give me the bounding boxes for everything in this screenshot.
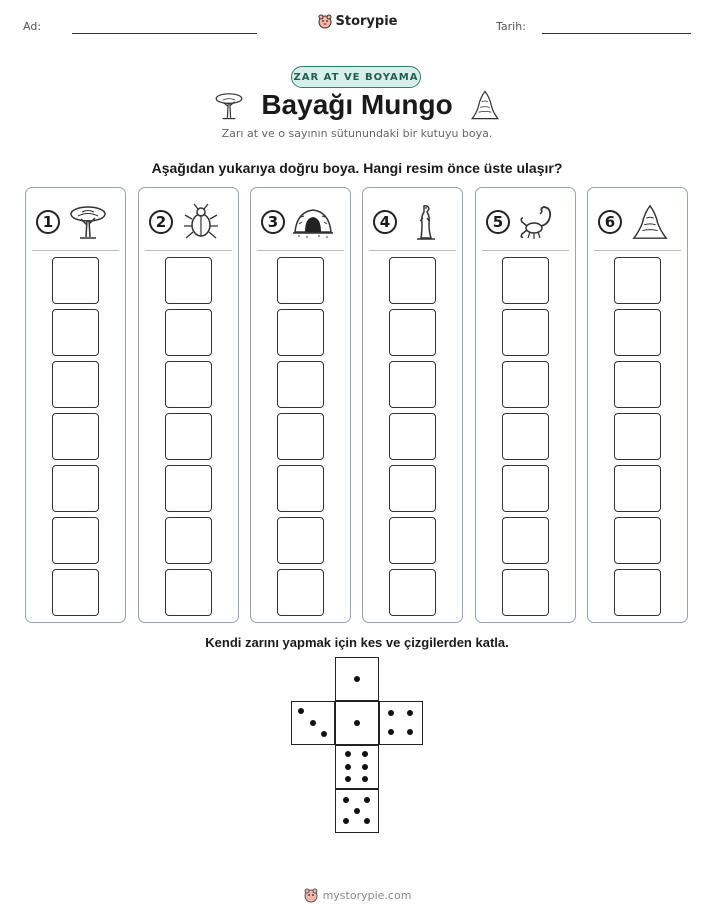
die-pip	[321, 731, 327, 737]
burrow-icon	[293, 202, 333, 242]
die-pip	[362, 764, 368, 770]
color-box[interactable]	[277, 465, 324, 512]
column-divider	[594, 250, 681, 251]
mascot-icon	[303, 887, 319, 903]
date-line[interactable]	[542, 33, 691, 34]
name-line[interactable]	[72, 33, 257, 34]
column-header	[261, 202, 344, 242]
color-box[interactable]	[52, 257, 99, 304]
color-box[interactable]	[502, 413, 549, 460]
column-header	[149, 202, 232, 242]
die-pip	[407, 729, 413, 735]
color-box[interactable]	[389, 465, 436, 512]
column-header	[36, 202, 119, 242]
color-box[interactable]	[277, 257, 324, 304]
instruction: Aşağıdan yukarıya doğru boya. Hangi resim önce üste ulaşır?	[151, 160, 563, 176]
footer-url: mystorypie.com	[322, 888, 412, 902]
termite-mound-icon	[630, 202, 670, 242]
color-box[interactable]	[614, 361, 661, 408]
acacia-tree-icon	[213, 89, 245, 121]
color-box[interactable]	[389, 413, 436, 460]
column-number: 2	[149, 210, 173, 234]
subtitle: Zarı at ve o sayının sütunundaki bir kutuyu boya.	[221, 127, 493, 140]
mascot-icon	[317, 13, 333, 29]
color-box[interactable]	[614, 309, 661, 356]
column-header	[486, 202, 569, 242]
color-box[interactable]	[502, 257, 549, 304]
die-pip	[407, 710, 413, 716]
die-caption: Kendi zarını yapmak için kes ve çizgilerden katla.	[205, 635, 509, 650]
color-box[interactable]	[389, 257, 436, 304]
die-pip	[343, 797, 349, 803]
die-pip	[354, 808, 360, 814]
name-label: Ad:	[23, 20, 42, 33]
column-4	[362, 187, 463, 623]
die-pip	[345, 764, 351, 770]
meerkat-icon	[405, 202, 445, 242]
column-number: 3	[261, 210, 285, 234]
color-box[interactable]	[277, 309, 324, 356]
color-box[interactable]	[52, 361, 99, 408]
column-2	[138, 187, 239, 623]
die-pip	[388, 729, 394, 735]
color-box[interactable]	[277, 361, 324, 408]
color-box[interactable]	[165, 309, 212, 356]
column-number: 1	[36, 210, 60, 234]
column-divider	[257, 250, 344, 251]
die-pip	[310, 720, 316, 726]
title-row	[0, 88, 714, 122]
color-box[interactable]	[52, 517, 99, 564]
column-header	[373, 202, 456, 242]
column-number: 5	[486, 210, 510, 234]
termite-mound-icon	[469, 88, 501, 122]
die-pip	[298, 708, 304, 714]
color-box[interactable]	[614, 465, 661, 512]
column-divider	[482, 250, 569, 251]
color-box[interactable]	[389, 569, 436, 616]
color-box[interactable]	[52, 465, 99, 512]
die-face-1	[335, 701, 379, 745]
column-6	[587, 187, 688, 623]
die-pip	[343, 818, 349, 824]
column-divider	[145, 250, 232, 251]
die-pip	[362, 776, 368, 782]
die-face-1	[335, 657, 379, 701]
color-box[interactable]	[277, 517, 324, 564]
color-box[interactable]	[389, 309, 436, 356]
column-5	[475, 187, 576, 623]
die-pip	[364, 818, 370, 824]
die-pip	[362, 751, 368, 757]
brand-name: Storypie	[335, 13, 398, 29]
color-box[interactable]	[502, 309, 549, 356]
color-box[interactable]	[277, 569, 324, 616]
color-box[interactable]	[614, 413, 661, 460]
color-box[interactable]	[165, 413, 212, 460]
scorpion-icon	[518, 202, 558, 242]
die-face-6	[335, 745, 379, 789]
color-box[interactable]	[389, 517, 436, 564]
die-pip	[364, 797, 370, 803]
column-divider	[369, 250, 456, 251]
page-title: Bayağı Mungo	[261, 89, 453, 120]
color-box[interactable]	[52, 413, 99, 460]
date-label: Tarih:	[496, 20, 526, 33]
die-pip	[354, 720, 360, 726]
beetle-icon	[181, 202, 221, 242]
column-number: 6	[598, 210, 622, 234]
column-3	[250, 187, 351, 623]
column-1	[25, 187, 126, 623]
die-face-3	[291, 701, 335, 745]
color-box[interactable]	[502, 361, 549, 408]
color-box[interactable]	[502, 569, 549, 616]
color-box[interactable]	[165, 517, 212, 564]
acacia-tree-icon	[68, 202, 108, 242]
color-box[interactable]	[389, 361, 436, 408]
color-box[interactable]	[614, 569, 661, 616]
color-box[interactable]	[502, 465, 549, 512]
color-box[interactable]	[52, 309, 99, 356]
column-number: 4	[373, 210, 397, 234]
column-header	[598, 202, 681, 242]
color-box[interactable]	[614, 257, 661, 304]
color-box[interactable]	[165, 465, 212, 512]
die-pip	[388, 710, 394, 716]
color-box[interactable]	[165, 257, 212, 304]
die-pip	[354, 676, 360, 682]
color-box[interactable]	[165, 361, 212, 408]
die-pip	[345, 751, 351, 757]
brand-logo	[0, 13, 714, 29]
footer	[0, 887, 714, 903]
column-divider	[32, 250, 119, 251]
color-box[interactable]	[614, 517, 661, 564]
activity-badge: ZAR AT VE BOYAMA	[291, 66, 421, 88]
color-box[interactable]	[165, 569, 212, 616]
die-pip	[345, 776, 351, 782]
color-box[interactable]	[52, 569, 99, 616]
die-face-4	[379, 701, 423, 745]
color-box[interactable]	[277, 413, 324, 460]
die-face-5	[335, 789, 379, 833]
color-box[interactable]	[502, 517, 549, 564]
